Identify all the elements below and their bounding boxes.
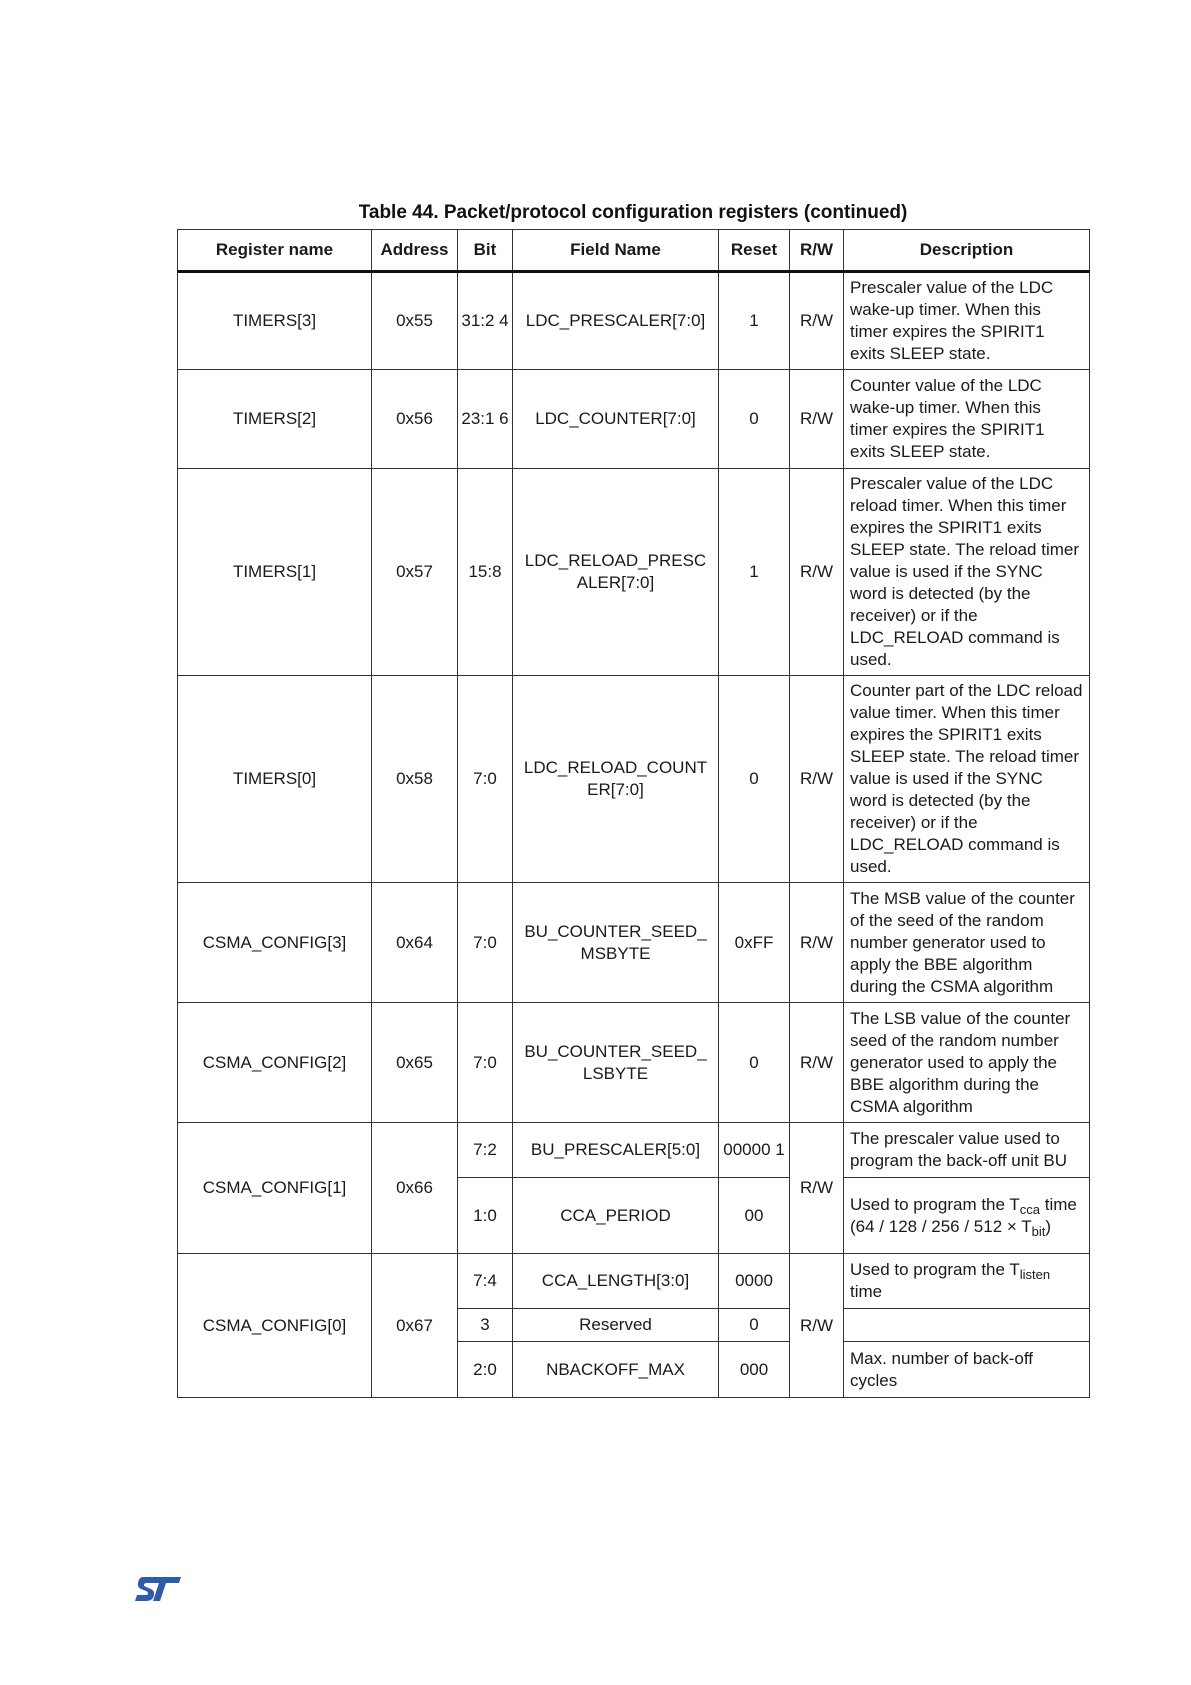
header-field-name: Field Name [513,230,719,272]
cell-reset: 0 [719,1003,790,1123]
desc-subscript: listen [1019,1267,1051,1282]
table-row [178,469,1090,676]
table-row [178,1254,1090,1309]
cell-field: LDC_RELOAD_PRESC ALER[7:0] [513,469,719,676]
cell-rw: R/W [790,1123,844,1254]
cell-bit: 7:4 [458,1254,513,1309]
desc-subscript: cca [1019,1201,1041,1217]
cell-rw: R/W [790,469,844,676]
header-address: Address [372,230,458,272]
cell-reset: 0000 [719,1254,790,1309]
desc-text: time (64 / 128 / 256 / 512 × T [850,1194,1077,1236]
desc-subscript: bit [1031,1223,1046,1239]
cell-register: CSMA_CONFIG[1] [178,1123,372,1254]
cell-bit: 3 [458,1309,513,1342]
cell-register: TIMERS[0] [178,676,372,883]
cell-field: LDC_RELOAD_COUNT ER[7:0] [513,676,719,883]
cell-reset: 0 [719,676,790,883]
cell-field: LDC_COUNTER[7:0] [513,370,719,469]
cell-field: CCA_PERIOD [513,1178,719,1254]
cell-rw: R/W [790,1254,844,1398]
header-reset: Reset [719,230,790,272]
cell-address: 0x56 [372,370,458,469]
table-row [178,1123,1090,1178]
st-logo-icon [133,1575,183,1603]
cell-bit: 7:0 [458,1003,513,1123]
cell-register: CSMA_CONFIG[0] [178,1254,372,1398]
cell-bit: 1:0 [458,1178,513,1254]
cell-description: Counter value of the LDC wake-up timer. When this timer expires the SPIRIT1 exits SLEEP state. [844,370,1090,469]
cell-address: 0x66 [372,1123,458,1254]
cell-reset: 1 [719,469,790,676]
cell-field: BU_COUNTER_SEED_ MSBYTE [513,883,719,1003]
cell-description [844,1178,1090,1254]
cell-field: BU_PRESCALER[5:0] [513,1123,719,1178]
cell-reset: 0 [719,370,790,469]
cell-reset: 00 [719,1178,790,1254]
cell-bit: 31:2 4 [458,272,513,370]
cell-address: 0x64 [372,883,458,1003]
cell-rw: R/W [790,370,844,469]
cell-description: The MSB value of the counter of the seed of the random number generator used to apply the BBE algorithm during the CSMA algorithm [844,883,1090,1003]
header-rw: R/W [790,230,844,272]
cell-rw: R/W [790,272,844,370]
cell-reset: 0 [719,1309,790,1342]
table-row [178,370,1090,469]
cell-rw: R/W [790,883,844,1003]
cell-description: Prescaler value of the LDC wake-up timer. When this timer expires the SPIRIT1 exits SLEEP state. [844,272,1090,370]
cell-field: CCA_LENGTH[3:0] [513,1254,719,1309]
cell-address: 0x57 [372,469,458,676]
cell-description: Max. number of back-off cycles [844,1342,1090,1398]
cell-address: 0x65 [372,1003,458,1123]
table-row [178,676,1090,883]
cell-field: LDC_PRESCALER[7:0] [513,272,719,370]
cell-bit: 7:0 [458,883,513,1003]
cell-description: Prescaler value of the LDC reload timer. When this timer expires the SPIRIT1 exits SLEEP state. The reload timer value is used if the SYNC word is detected (by the receiver) or if the LDC_RELOAD command is used. [844,469,1090,676]
register-table [177,229,1090,1398]
cell-field: Reserved [513,1309,719,1342]
header-register-name: Register name [178,230,372,272]
table-row [178,883,1090,1003]
cell-bit: 15:8 [458,469,513,676]
cell-address: 0x58 [372,676,458,883]
cell-register: TIMERS[2] [178,370,372,469]
cell-reset: 00000 1 [719,1123,790,1178]
table-row [178,272,1090,370]
cell-register: TIMERS[1] [178,469,372,676]
table-header-row [178,230,1090,272]
header-bit: Bit [458,230,513,272]
cell-field: NBACKOFF_MAX [513,1342,719,1398]
cell-field: BU_COUNTER_SEED_ LSBYTE [513,1003,719,1123]
cell-bit: 23:1 6 [458,370,513,469]
cell-rw: R/W [790,1003,844,1123]
cell-register: TIMERS[3] [178,272,372,370]
table-title: Table 44. Packet/protocol configuration registers (continued) [358,202,908,223]
table-row [178,1003,1090,1123]
header-description: Description [844,230,1090,272]
cell-bit: 7:2 [458,1123,513,1178]
cell-description [844,1254,1090,1309]
desc-text: ) [1045,1216,1052,1236]
cell-reset: 1 [719,272,790,370]
desc-text: time [850,1282,883,1301]
cell-reset: 000 [719,1342,790,1398]
desc-text: Used to program the T [850,1260,1020,1279]
desc-text: Used to program the T [850,1194,1020,1214]
cell-register: CSMA_CONFIG[2] [178,1003,372,1123]
cell-address: 0x55 [372,272,458,370]
cell-bit: 7:0 [458,676,513,883]
cell-rw: R/W [790,676,844,883]
cell-description: The prescaler value used to program the back-off unit BU [844,1123,1090,1178]
cell-reset: 0xFF [719,883,790,1003]
cell-address: 0x67 [372,1254,458,1398]
cell-bit: 2:0 [458,1342,513,1398]
cell-description [844,1309,1090,1342]
cell-description: Counter part of the LDC reload value timer. When this timer expires the SPIRIT1 exits SLEEP state. The reload timer value is used if the SYNC word is detected (by the receiver) or if the LDC_RELOAD command is used. [844,676,1090,883]
cell-description: The LSB value of the counter seed of the random number generator used to apply the BBE algorithm during the CSMA algorithm [844,1003,1090,1123]
cell-register: CSMA_CONFIG[3] [178,883,372,1003]
